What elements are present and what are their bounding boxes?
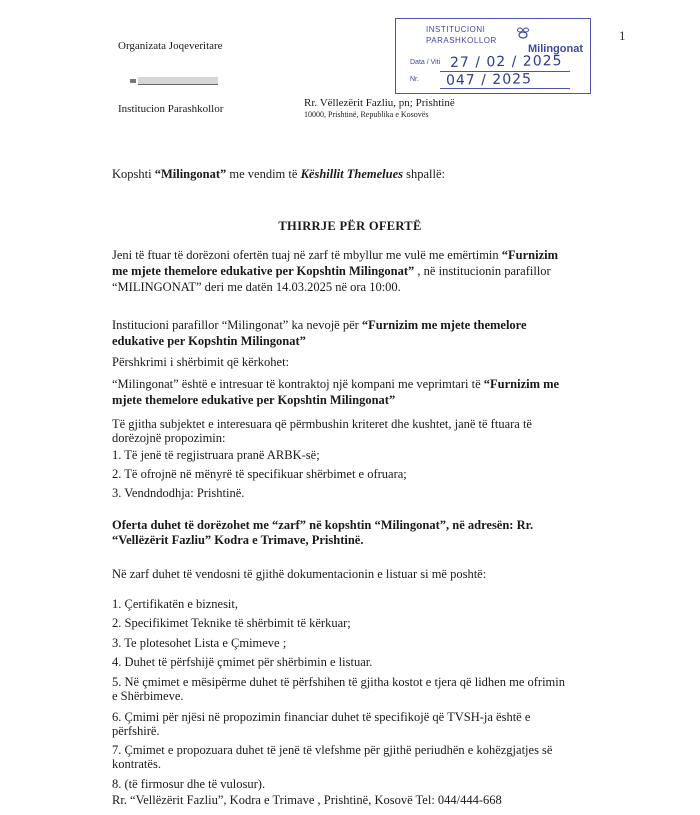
para1-text-2: , në institucionin parafillor [414, 264, 551, 278]
institution-type: Institucion Parashkollor [118, 103, 224, 115]
doc-item: 1. Çertifikatën e biznesit, [112, 597, 239, 611]
intro-kindergarten: “Milingonat” [154, 167, 227, 181]
footer-address: Rr. “Vellëzërit Fazliu”, Kodra e Trimave , Prishtinë, Kosovë Tel: 044/444-668 [112, 793, 502, 807]
organization-name: Organizata Joqeveritare [118, 40, 223, 52]
doc-item: 2. Specifikimet Teknike të shërbimit të kërkuar; [112, 616, 351, 630]
stamp-line2: PARASHKOLLOR [426, 36, 497, 45]
intro-council: Këshillit Themelues [300, 167, 403, 181]
offer-note-line2: “Vellëzërit Fazliu” Kodra e Trimave, Prishtinë. [112, 533, 364, 547]
doc-item: kontratës. [112, 757, 161, 771]
intro-text-b: me vendim të [226, 167, 301, 181]
doc-item: 6. Çmimi për njësi në propozimin financiar duhet të specifikojë që TVSH-ja është e [112, 710, 531, 724]
para1-text: Jeni të ftuar të dorëzoni ofertën tuaj në zarf të mbyllur me vulë me emërtimin [112, 248, 502, 262]
milingonat-logo-icon [128, 74, 220, 88]
document-title: THIRRJE PËR OFERTË [278, 219, 422, 233]
stamp-date-value: 27 / 02 / 2025 [449, 53, 563, 71]
stamp-number-label: Nr. [410, 76, 419, 83]
para1-line3: “MILINGONAT” deri me datën 14.03.2025 në ora 10:00. [112, 280, 401, 294]
para1-line2 [112, 264, 632, 278]
stamp-brand: Milingonat [528, 43, 583, 55]
page-number: 1 [619, 28, 626, 43]
header-address: Rr. Vëllezërit Fazliu, pn; Prishtinë [304, 97, 455, 109]
para2-bold: “Furnizim me mjete themelore [361, 318, 527, 332]
description-label: Përshkrimi i shërbimit që kërkohet: [112, 355, 290, 369]
criteria-item: 2. Të ofrojnë në mënyrë të specifikuar shërbimet e ofruara; [112, 467, 407, 481]
criteria-item: 1. Të jenë të regjistruara pranë ARBK-së; [112, 448, 320, 462]
header-address-city: 10000, Prishtinë, Republika e Kosovës [304, 110, 429, 119]
para4-line1: Të gjitha subjektet e interesuara që përmbushin kriteret dhe kushtet, janë të ftuara të [112, 417, 532, 431]
doc-item: 4. Duhet të përfshijë çmimet për shërbimin e listuar. [112, 655, 373, 669]
stamp-number-value: 047 / 2025 [445, 71, 533, 89]
doc-item: 7. Çmimet e propozuara duhet të jenë të vlefshme për gjithë periudhën e kohëzgjatjes së [112, 743, 553, 757]
para1-line1 [112, 248, 632, 262]
para3-line1 [112, 377, 632, 391]
criteria-item: 3. Vendndodhja: Prishtinë. [112, 486, 245, 500]
para3-text: “Milingonat” është e intresuar të kontraktoj një kompani me veprimtari të [112, 377, 484, 391]
stamp-number-line [440, 88, 570, 89]
doc-item: 3. Te plotesohet Lista e Çmimeve ; [112, 636, 287, 650]
doc-item: 8. (të firmosur dhe të vulosur). [112, 777, 266, 791]
para2-line1 [112, 318, 632, 332]
bee-icon [514, 25, 532, 43]
offer-note-line1: Oferta duhet të dorëzohet me “zarf” në kopshtin “Milingonat”, në adresën: Rr. [112, 518, 534, 532]
intro-line [112, 167, 632, 181]
intro-text-c: shpallë: [403, 167, 446, 181]
doc-item: e Shërbimeve. [112, 689, 184, 703]
para2-text: Institucioni parafillor “Milingonat” ka nevojë për [112, 318, 362, 332]
registration-stamp [395, 18, 591, 94]
intro-text-a: Kopshti [112, 167, 155, 181]
para4-line2: dorëzojnë propozimin: [112, 431, 226, 445]
doc-item: 5. Në çmimet e mësipërme duhet të përfshihen të gjitha kostot e tjera që lidhen me ofrimin [112, 675, 565, 689]
docs-intro: Në zarf duhet të vendosni të gjithë dokumentacionin e listuar si më poshtë: [112, 567, 487, 581]
stamp-line1: INSTITUCIONI [426, 25, 486, 34]
doc-item: përfshirë. [112, 724, 160, 738]
stamp-date-label: Data / Viti [410, 59, 441, 66]
para2-line2: edukative per Kopshtin Milingonat” [112, 334, 306, 348]
para1-bold-2: me mjete themelore edukative per Kopshtin Milingonat” [112, 264, 415, 278]
para3-line2: mjete themelore edukative per Kopshtin Milingonat” [112, 393, 396, 407]
para3-bold: “Furnizim me [483, 377, 560, 391]
para1-bold: “Furnizim [501, 248, 559, 262]
